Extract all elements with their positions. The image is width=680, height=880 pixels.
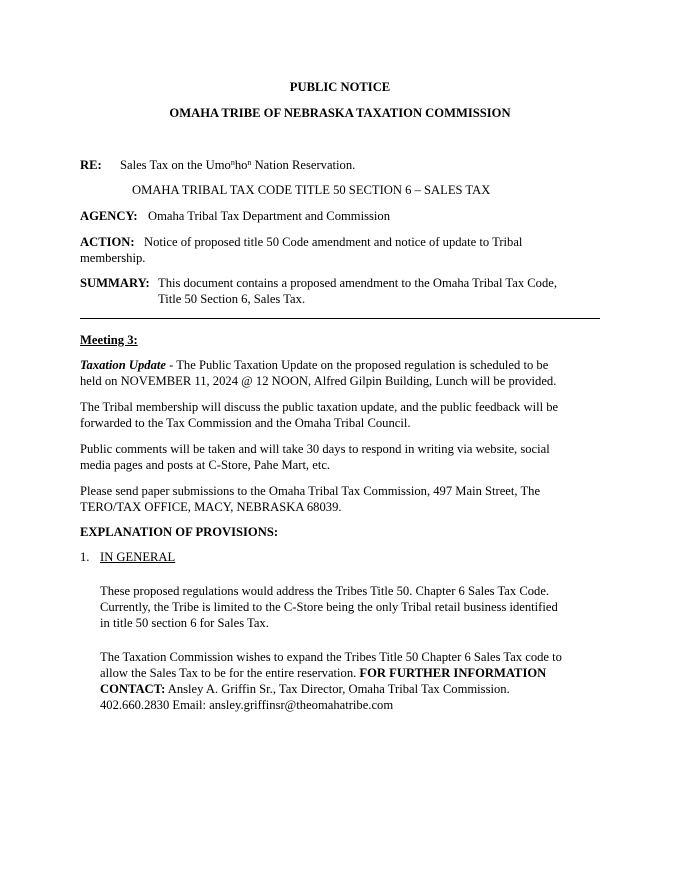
contact-label: CONTACT: [100,682,166,696]
membership-line2: forwarded to the Tax Commission and the Omaha Tribal Council. [80,416,411,430]
agency-label: AGENCY: [80,209,138,223]
item-title: IN GENERAL [100,550,176,564]
meeting-heading: Meeting 3: [80,333,138,347]
general-p1-line3: in title 50 section 6 for Sales Tax. [100,616,269,630]
general-p2-line2 [100,666,546,682]
summary-text-line1: This document contains a proposed amendment to the Omaha Tribal Tax Code, [158,276,558,290]
action-text-line2: membership. [80,251,146,265]
comments-line1: Public comments will be taken and will take 30 days to respond in writing via website, social [80,442,550,456]
re-text-part: Sales Tax on the Umo [120,158,231,172]
re-superscript: n [230,158,235,167]
explanation-heading: EXPLANATION OF PROVISIONS: [80,525,279,539]
general-p2-line1: The Taxation Commission wishes to expand the Tribes Title 50 Chapter 6 Sales Tax code to [100,650,562,664]
taxation-update-title: Taxation Update [80,358,166,372]
comments-line2: media pages and posts at C-Store, Pahe Mart, etc. [80,458,331,472]
general-p2-line3 [100,682,510,698]
notice-title: PUBLIC NOTICE [289,80,391,94]
re-text-part: ho [234,158,248,172]
contact-phone-email: 402.660.2830 Email: ansley.griffinsr@theomahatribe.com [100,698,394,712]
membership-line1: The Tribal membership will discuss the public taxation update, and the public feedback will be [80,400,559,414]
general-p1-line1: These proposed regulations would address the Tribes Title 50. Chapter 6 Sales Tax Code. [100,584,550,598]
taxation-update-line2: held on NOVEMBER 11, 2024 @ 12 NOON, Alfred Gilpin Building, Lunch will be provided. [80,374,557,388]
re-label: RE: [80,158,102,172]
action-text-line1: Notice of proposed title 50 Code amendment and notice of update to Tribal [144,235,523,249]
agency-text: Omaha Tribal Tax Department and Commission [148,209,390,223]
action-label: ACTION: [80,235,135,249]
section-divider [80,318,600,319]
contact-text: Ansley A. Griffin Sr., Tax Director, Omaha Tribal Tax Commission. [165,682,510,696]
item-number: 1. [80,550,90,564]
summary-text-line2: Title 50 Section 6, Sales Tax. [158,292,306,306]
re-text-part: Nation Reservation. [251,158,356,172]
taxation-update-text: - The Public Taxation Update on the proposed regulation is scheduled to be [165,358,549,372]
taxation-update-line1 [80,358,548,374]
commission-title: OMAHA TRIBE OF NEBRASKA TAXATION COMMISSION [169,106,511,120]
general-p1-line2: Currently, the Tribe is limited to the C-Store being the only Tribal retail business identified [100,600,558,614]
re-text [120,158,355,174]
re-superscript: n [247,158,252,167]
general-p2-text: allow the Sales Tax to be for the entire reservation. [100,666,360,680]
submissions-line2: TERO/TAX OFFICE, MACY, NEBRASKA 68039. [80,500,342,514]
submissions-line1: Please send paper submissions to the Omaha Tribal Tax Commission, 497 Main Street, The [80,484,541,498]
tax-code-line: OMAHA TRIBAL TAX CODE TITLE 50 SECTION 6 – SALES TAX [132,183,491,197]
further-info-label: FOR FURTHER INFORMATION [359,666,547,680]
summary-label: SUMMARY: [80,276,150,290]
